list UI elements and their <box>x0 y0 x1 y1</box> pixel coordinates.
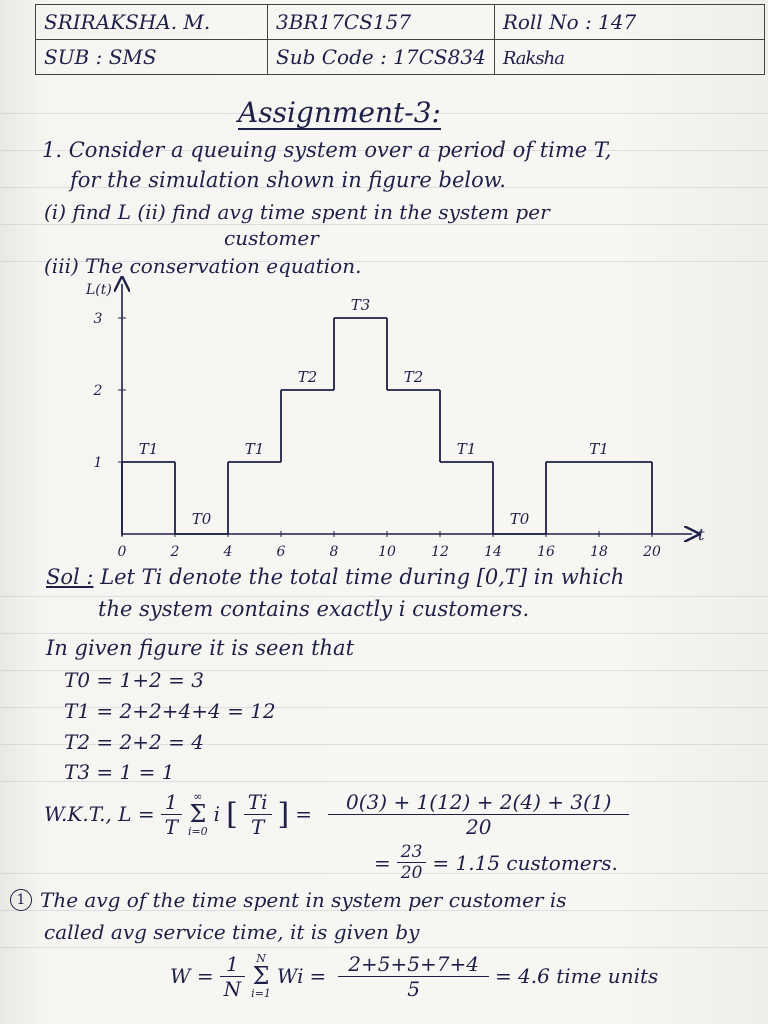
x-tick-label: 18 <box>590 544 608 560</box>
question-line-2: for the simulation shown in figure below. <box>70 168 506 192</box>
part2-line-1: 1 The avg of the time spent in system per customer is <box>10 888 567 912</box>
x-tick-label: 6 <box>276 544 286 560</box>
step-label: T0 <box>191 510 212 528</box>
x-tick-label: 12 <box>431 544 449 560</box>
step-label: T0 <box>509 510 530 528</box>
student-usn: 3BR17CS157 <box>268 5 495 40</box>
step-label: T2 <box>403 368 424 386</box>
x-tick-label: 14 <box>484 544 502 560</box>
part-number-badge: 1 <box>10 889 32 911</box>
student-name: SRIRAKSHA. M. <box>36 5 268 40</box>
w-formula: W = $\frac{1}{N}$ N Σ i=1 Wi = $\frac{2+5+5+7+4}{5}$ = 4.6 time units <box>170 951 659 1001</box>
t3-equation: T3 = 1 = 1 <box>64 760 175 784</box>
solution-prefix: Sol : <box>46 565 94 589</box>
assignment-title: Assignment-3: <box>238 96 441 129</box>
header-table <box>35 4 765 75</box>
step-label: T2 <box>297 368 318 386</box>
x-tick-label: 20 <box>643 544 661 560</box>
t2-equation: T2 = 2+2 = 4 <box>64 730 204 754</box>
l-formula: W.K.T., L = $\frac{1}{T}$ ∞ Σ i=0 i [ $\frac{Ti}{T}$ ] = $\frac{0(3) + 1(12) + 2(4) + 3(1)}{20}$ <box>44 786 629 842</box>
t0-equation: T0 = 1+2 = 3 <box>64 668 204 692</box>
question-line-5: (iii) The conservation equation. <box>44 254 362 278</box>
step-label: T3 <box>350 296 371 314</box>
step-label: T1 <box>589 440 609 458</box>
y-tick-label: 1 <box>93 455 103 471</box>
solution-line-2: the system contains exactly i customers. <box>98 597 530 621</box>
x-tick-label: 4 <box>223 544 233 560</box>
part2-line-2: called avg service time, it is given by <box>44 920 420 944</box>
queue-length-step-chart <box>0 270 768 580</box>
subject-code: Sub Code : 17CS834 <box>268 40 495 75</box>
step-label: T1 <box>244 440 265 458</box>
t1-equation: T1 = 2+2+4+4 = 12 <box>64 699 276 723</box>
question-line-1: 1. Consider a queuing system over a period of time T, <box>42 138 612 162</box>
y-tick-label: 2 <box>93 383 103 399</box>
y-axis-label: L(t) <box>86 282 112 298</box>
solution-line-3: In given figure it is seen that <box>46 636 355 660</box>
signature: Raksha <box>494 40 764 75</box>
x-tick-label: 8 <box>329 544 339 560</box>
step-label: T1 <box>138 440 159 458</box>
question-line-4: customer <box>224 226 319 250</box>
roll-number: Roll No : 147 <box>494 5 764 40</box>
x-tick-label: 0 <box>117 544 127 560</box>
l-result: = $\frac{23}{20}$ = 1.15 customers. <box>374 842 618 883</box>
subject: SUB : SMS <box>36 40 268 75</box>
solution-line-1: Sol : Let Ti denote the total time during [0,T] in which <box>46 565 625 589</box>
x-axis-label: t <box>698 525 705 544</box>
y-tick-label: 3 <box>93 311 103 327</box>
x-tick-label: 2 <box>170 544 180 560</box>
x-tick-label: 10 <box>378 544 396 560</box>
step-label: T1 <box>456 440 477 458</box>
x-tick-label: 16 <box>537 544 555 560</box>
question-line-3: (i) find L (ii) find avg time spent in the system per <box>44 200 550 224</box>
